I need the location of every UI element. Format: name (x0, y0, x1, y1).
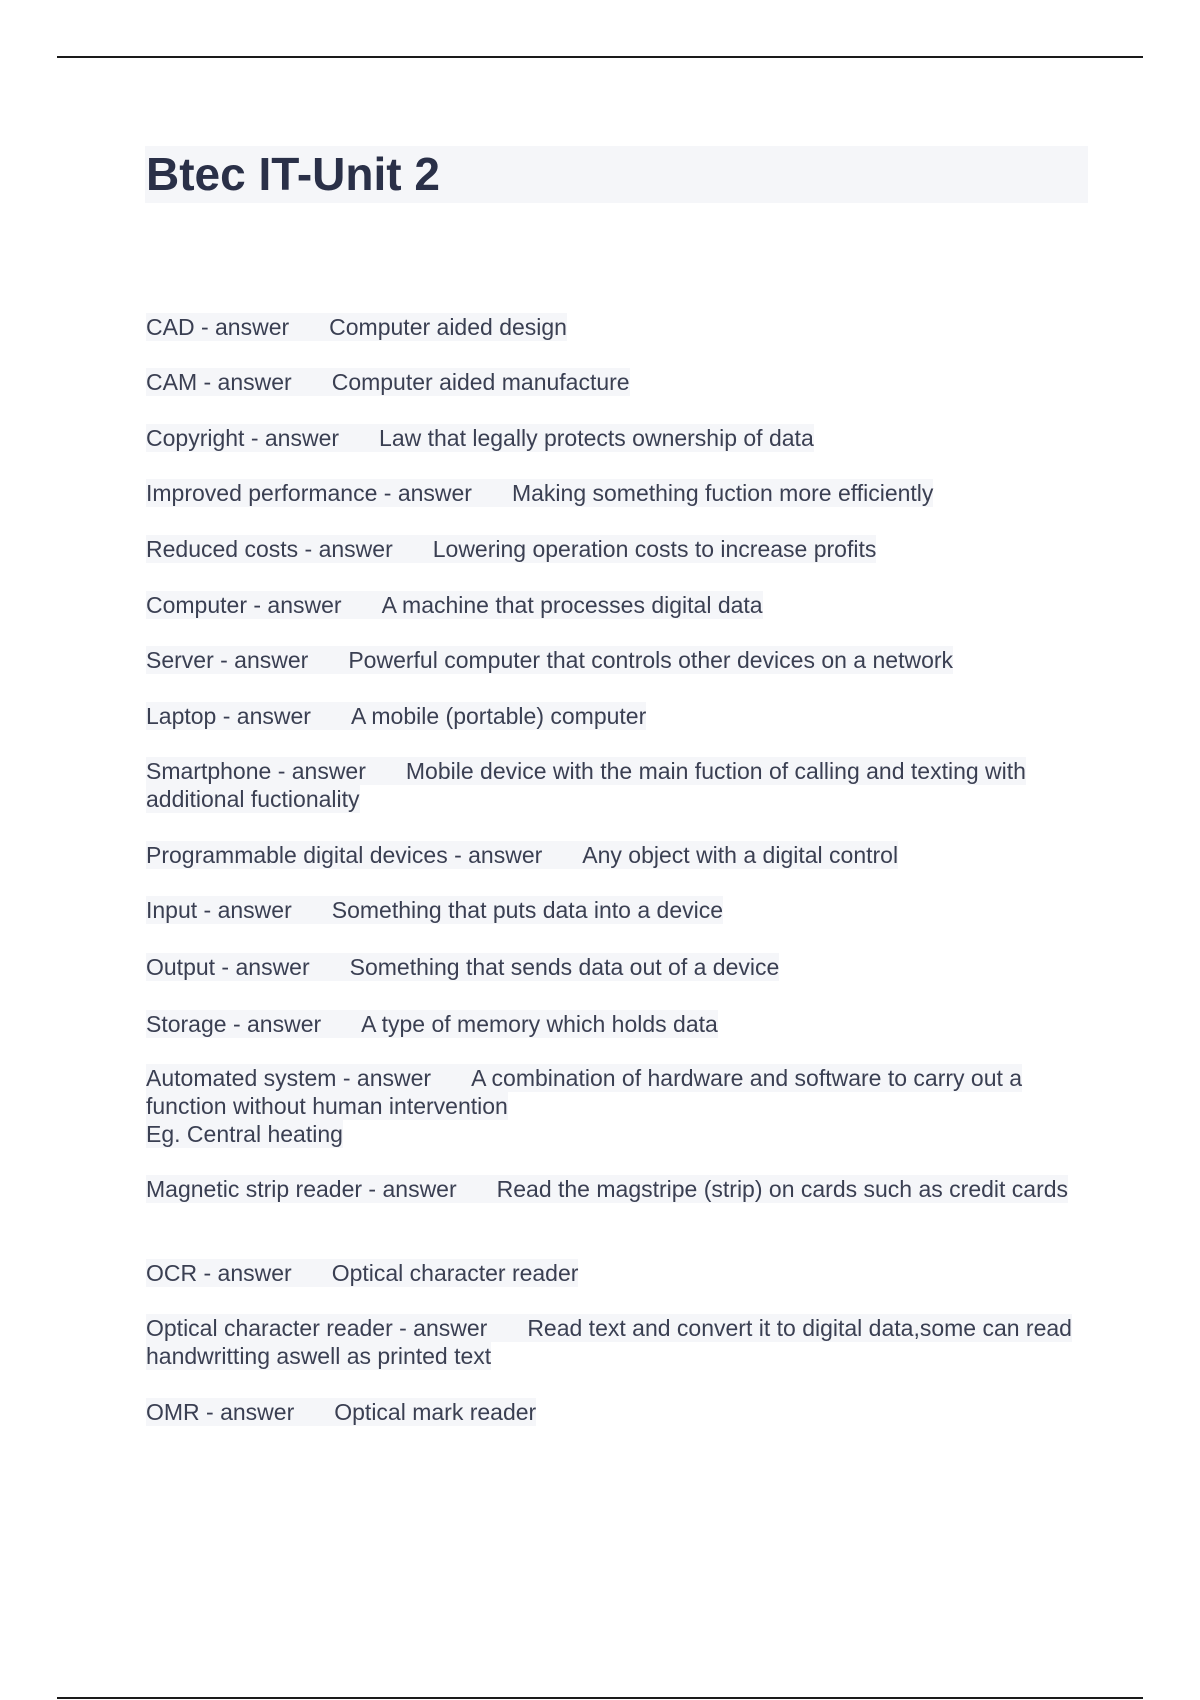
card-definition: Computer aided design (329, 314, 567, 340)
card-definition: Something that puts data into a device (331, 897, 724, 923)
card-definition: Any object with a digital control (582, 842, 899, 868)
flashcard (146, 479, 1076, 507)
card-term: Storage - answer (146, 1011, 322, 1037)
card-definition: A type of memory which holds data (361, 1011, 718, 1037)
card-term: Optical character reader - answer (146, 1315, 488, 1341)
flashcard (146, 1259, 1076, 1287)
top-rule (57, 56, 1143, 58)
card-definition: Making something fuction more efficiently (511, 480, 934, 506)
card-definition: Optical mark reader (334, 1399, 537, 1425)
card-term: Copyright - answer (146, 425, 340, 451)
card-definition: Read the magstripe (strip) on cards such as credit cards (496, 1176, 1069, 1202)
card-term: Computer - answer (146, 592, 342, 618)
flashcard (146, 591, 1076, 619)
flashcard (146, 953, 1076, 981)
card-definition: Read text and convert it to digital data,some can read handwritting aswell as printed text (146, 1315, 1072, 1369)
card-term: Magnetic strip reader - answer (146, 1176, 457, 1202)
flashcard (146, 1064, 1076, 1148)
flashcard (146, 896, 1076, 924)
card-definition: A combination of hardware and software to carry out a function without human intervention Eg. Central heating (146, 1065, 1023, 1147)
card-definition: A mobile (portable) computer (350, 703, 647, 729)
card-definition: Optical character reader (331, 1260, 579, 1286)
card-term: Programmable digital devices - answer (146, 842, 543, 868)
card-term: Improved performance - answer (146, 480, 472, 506)
card-term: CAM - answer (146, 369, 292, 395)
card-definition: Mobile device with the main fuction of calling and texting with additional fuctionality (146, 758, 1026, 812)
card-term: Reduced costs - answer (146, 536, 393, 562)
card-term: Input - answer (146, 897, 292, 923)
flashcard (146, 1398, 1076, 1426)
flashcard (146, 1175, 1076, 1203)
card-definition: A machine that processes digital data (381, 592, 763, 618)
card-term: Laptop - answer (146, 703, 311, 729)
card-definition: Something that sends data out of a device (349, 954, 780, 980)
card-term: OMR - answer (146, 1399, 295, 1425)
card-term: Output - answer (146, 954, 310, 980)
card-term: Smartphone - answer (146, 758, 366, 784)
flashcard (146, 841, 1076, 869)
flashcard (146, 424, 1076, 452)
flashcard (146, 313, 1076, 341)
card-definition: Powerful computer that controls other devices on a network (348, 647, 954, 673)
card-definition: Law that legally protects ownership of data (379, 425, 814, 451)
flashcard (146, 1314, 1076, 1370)
flashcard (146, 368, 1076, 396)
flashcard (146, 535, 1076, 563)
flashcard (146, 757, 1076, 813)
flashcard (146, 1010, 1076, 1038)
card-term: OCR - answer (146, 1260, 292, 1286)
card-term: Server - answer (146, 647, 309, 673)
card-definition: Lowering operation costs to increase profits (432, 536, 877, 562)
card-term: CAD - answer (146, 314, 290, 340)
flashcard (146, 702, 1076, 730)
card-definition: Computer aided manufacture (331, 369, 630, 395)
card-term: Automated system - answer (146, 1065, 432, 1091)
flashcard (146, 646, 1076, 674)
page-title: Btec IT-Unit 2 (146, 148, 440, 200)
bottom-rule (57, 1697, 1143, 1699)
